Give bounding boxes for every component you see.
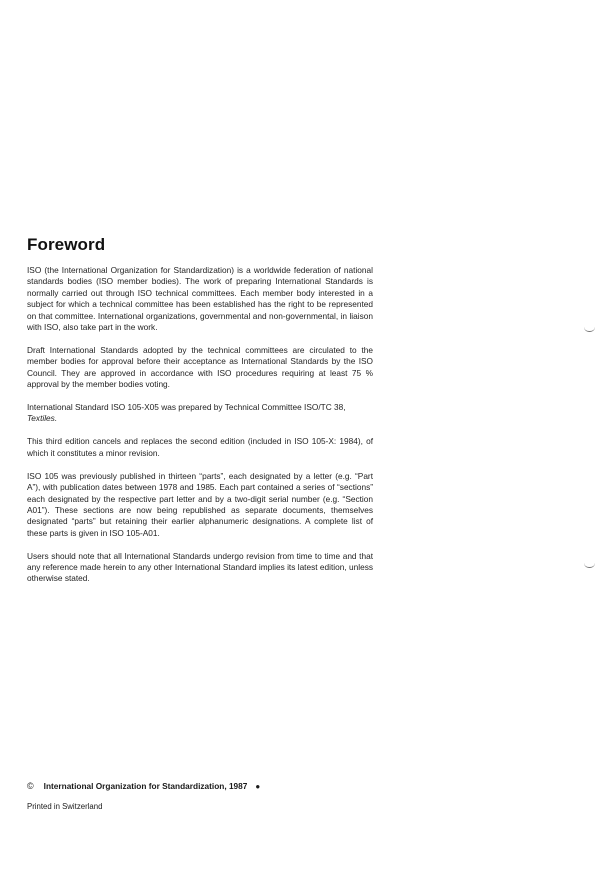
foreword-paragraph-2: Draft International Standards adopted by the technical committees are circulated to the member bodies for approval before their acceptance as International Standards by the ISO Council. They are approved in accordance with ISO procedures requiring at least 75 % approval by the member bodies voting.	[27, 344, 373, 390]
foreword-paragraph-1: ISO (the International Organization for Standardization) is a worldwide federation of national standards bodies (ISO member bodies). The work of preparing International Standards is normally carried out through ISO technical committees. Each member body interested in a subject for which a technical committee has been established has the right to be represented on that committee. International organizations, governmental and non-governmental, in liaison with ISO, also take part in the work.	[27, 265, 373, 333]
copyright-symbol: ©	[27, 781, 34, 791]
copyright-text: International Organization for Standardization, 1987	[43, 781, 248, 791]
foreword-paragraph-3-text: International Standard ISO 105-X05 was prepared by Technical Committee ISO/TC 38,	[27, 402, 346, 413]
foreword-section	[27, 234, 373, 596]
foreword-paragraph-5: ISO 105 was previously published in thirteen “parts”, each designated by a letter (e.g. “Part A”), with publication dates between 1978 and 1985. Each part contained a series of “sections” each designated by the respective part letter and by a two-digit serial number (e.g. “Section A01”). These sections are now being republished as separate documents, themselves designated “parts” but retaining their earlier alphanumeric designations. A complete list of these parts is given in ISO 105-A01.	[27, 470, 373, 538]
foreword-paragraph-4: This third edition cancels and replaces the second edition (included in ISO 105-X: 1984), of which it constitutes a minor revision.	[27, 436, 373, 458]
foreword-paragraph-3	[27, 402, 373, 425]
margin-mark	[584, 563, 595, 568]
foreword-title: Foreword	[27, 235, 106, 254]
margin-mark	[584, 327, 595, 332]
printed-location: Printed in Switzerland	[27, 802, 103, 811]
foreword-paragraph-6: Users should note that all International Standards undergo revision from time to time and that any reference made herein to any other International Standard implies its latest edition, unless otherwise stated.	[27, 550, 373, 584]
foreword-paragraph-3-committee-name: Textiles.	[27, 413, 58, 424]
copyright-notice	[27, 780, 260, 793]
bullet-icon: ●	[255, 782, 261, 791]
